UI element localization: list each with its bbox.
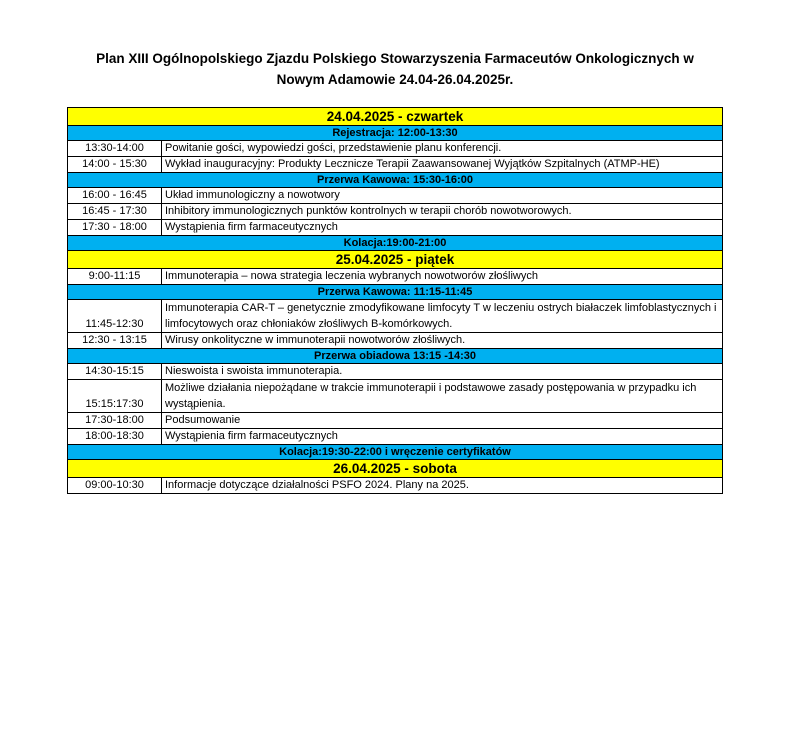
session-time: 17:30-18:00 — [68, 413, 162, 429]
session-row — [68, 300, 723, 333]
day-title: 24.04.2025 - czwartek — [68, 108, 723, 126]
session-row — [68, 204, 723, 220]
session-description: Wystąpienia firm farmaceutycznych — [162, 220, 723, 236]
session-description: Immunoterapia CAR-T – genetycznie zmodyfikowane limfocyty T w leczeniu ostrych białaczek limfoblastycznych i limfocytowych oraz chłoniaków złośliwych B-komórkowych. — [162, 300, 723, 333]
band-label: Przerwa Kawowa: 11:15-11:45 — [68, 285, 723, 300]
session-time: 09:00-10:30 — [68, 478, 162, 494]
day-title: 26.04.2025 - sobota — [68, 460, 723, 478]
session-time: 17:30 - 18:00 — [68, 220, 162, 236]
session-row — [68, 413, 723, 429]
band-label: Rejestracja: 12:00-13:30 — [68, 126, 723, 141]
session-time: 14:30-15:15 — [68, 364, 162, 380]
session-row — [68, 157, 723, 173]
session-time: 16:45 - 17:30 — [68, 204, 162, 220]
session-row — [68, 364, 723, 380]
session-description: Możliwe działania niepożądane w trakcie immunoterapii i podstawowe zasady postępowania w przypadku ich wystąpienia. — [162, 380, 723, 413]
day-title: 25.04.2025 - piątek — [68, 251, 723, 269]
day-header-friday — [68, 251, 723, 269]
day-header-thursday — [68, 108, 723, 126]
schedule-table — [67, 107, 723, 494]
session-time: 9:00-11:15 — [68, 269, 162, 285]
session-row — [68, 188, 723, 204]
session-description: Powitanie gości, wypowiedzi gości, przedstawienie planu konferencji. — [162, 141, 723, 157]
session-time: 13:30-14:00 — [68, 141, 162, 157]
session-time: 18:00-18:30 — [68, 429, 162, 445]
session-row — [68, 269, 723, 285]
session-row — [68, 141, 723, 157]
session-row — [68, 380, 723, 413]
band-label: Kolacja:19:00-21:00 — [68, 236, 723, 251]
band-label: Przerwa obiadowa 13:15 -14:30 — [68, 349, 723, 364]
band-label: Kolacja:19:30-22:00 i wręczenie certyfikatów — [68, 445, 723, 460]
lunch-break-band — [68, 349, 723, 364]
session-description: Immunoterapia – nowa strategia leczenia wybranych nowotworów złośliwych — [162, 269, 723, 285]
session-description: Nieswoista i swoista immunoterapia. — [162, 364, 723, 380]
coffee-break-band — [68, 285, 723, 300]
session-row — [68, 478, 723, 494]
session-time: 15:15:17:30 — [68, 380, 162, 413]
session-row — [68, 429, 723, 445]
session-row — [68, 333, 723, 349]
coffee-break-band — [68, 173, 723, 188]
title-line-2: Nowym Adamowie 24.04-26.04.2025r. — [276, 72, 514, 87]
session-description: Podsumowanie — [162, 413, 723, 429]
session-description: Wystąpienia firm farmaceutycznych — [162, 429, 723, 445]
session-time: 16:00 - 16:45 — [68, 188, 162, 204]
session-description: Układ immunologiczny a nowotwory — [162, 188, 723, 204]
session-row — [68, 220, 723, 236]
session-time: 12:30 - 13:15 — [68, 333, 162, 349]
band-label: Przerwa Kawowa: 15:30-16:00 — [68, 173, 723, 188]
supper-band — [68, 445, 723, 460]
session-description: Informacje dotyczące działalności PSFO 2024. Plany na 2025. — [162, 478, 723, 494]
title-line-1: Plan XIII Ogólnopolskiego Zjazdu Polskiego Stowarzyszenia Farmaceutów Onkologicznych w — [96, 51, 694, 66]
session-time: 14:00 - 15:30 — [68, 157, 162, 173]
day-header-saturday — [68, 460, 723, 478]
document-title — [0, 48, 790, 90]
supper-band — [68, 236, 723, 251]
session-description: Inhibitory immunologicznych punktów kontrolnych w terapii chorób nowotworowych. — [162, 204, 723, 220]
registration-band — [68, 126, 723, 141]
session-time: 11:45-12:30 — [68, 300, 162, 333]
session-description: Wirusy onkolityczne w immunoterapii nowotworów złośliwych. — [162, 333, 723, 349]
session-description: Wykład inauguracyjny: Produkty Lecznicze Terapii Zaawansowanej Wyjątków Szpitalnych (ATMP-HE) — [162, 157, 723, 173]
